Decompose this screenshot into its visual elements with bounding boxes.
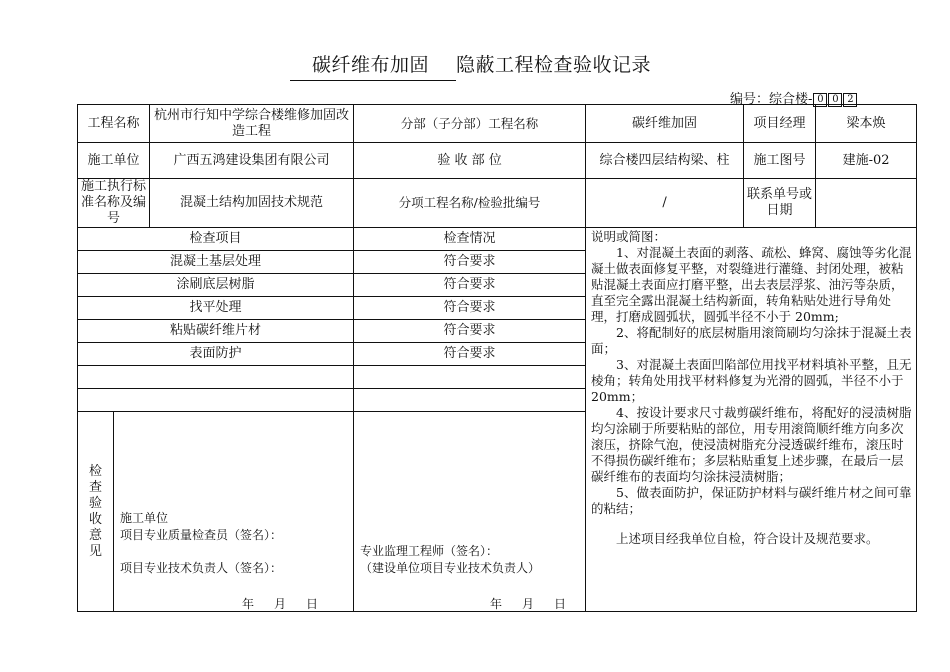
inspection-item-name: 找平处理 [78, 297, 354, 320]
contact-value [816, 179, 917, 228]
document-number-digit: 2 [843, 93, 857, 107]
inspection-item-status [354, 389, 586, 412]
opinion-label-char: 查 [88, 479, 102, 495]
inspection-item-status: 符合要求 [354, 274, 586, 297]
opinion-label-char: 收 [88, 511, 102, 527]
owner-rep-signature-label: （建设单位项目专业技术负责人） [360, 561, 541, 575]
notes-paragraph: 2、将配制好的底层树脂用滚筒刷均匀涂抹于混凝土表面； [591, 325, 912, 356]
title-underline [290, 80, 456, 81]
acceptance-location-label: 验 收 部 位 [354, 143, 586, 179]
signature-date-right [490, 596, 586, 612]
notes-paragraph: 3、对混凝土表面凹陷部位用找平材料填补平整，且无棱角；转角处用找平材料修复为光滑的圆弧，半径不小于 20mm； [591, 357, 912, 404]
inspection-item-name [78, 389, 354, 412]
notes-heading: 说明或简图： [591, 229, 667, 244]
project-name-value: 杭州市行知中学综合楼维修加固改造工程 [150, 105, 354, 143]
date-year: 年 [242, 597, 255, 611]
project-manager-label: 项目经理 [744, 105, 816, 143]
inspection-record-table [77, 104, 917, 612]
project-manager-value: 梁本焕 [816, 105, 917, 143]
drawing-number-value: 建施-02 [816, 143, 917, 179]
date-month: 月 [522, 597, 535, 611]
inspection-item-name: 混凝土基层处理 [78, 251, 354, 274]
title-part2: 隐蔽工程检查验收记录 [456, 54, 652, 76]
page-title [290, 50, 670, 80]
date-month: 月 [274, 597, 287, 611]
standard-value: 混凝土结构加固技术规范 [150, 179, 354, 228]
quality-inspector-signature-label: 项目专业质量检查员（签名）： [120, 528, 283, 542]
inspection-item-status: 符合要求 [354, 343, 586, 366]
signature-unit-label: 施工单位 [120, 511, 169, 525]
document-number-digit: 0 [828, 93, 842, 107]
drawing-number-label: 施工图号 [744, 143, 816, 179]
batch-label: 分项工程名称/检验批编号 [354, 179, 586, 228]
inspection-item-header: 检查项目 [78, 228, 354, 251]
construction-unit-label: 施工单位 [78, 143, 150, 179]
batch-value: / [586, 179, 744, 228]
date-day: 日 [554, 597, 567, 611]
opinion-label-char: 检 [88, 463, 102, 479]
inspection-item-name: 表面防护 [78, 343, 354, 366]
acceptance-location-value: 综合楼四层结构梁、柱 [586, 143, 744, 179]
inspection-opinion-label [78, 412, 114, 612]
inspection-item-name [78, 366, 354, 389]
supervisor-signature-label: 专业监理工程师（签名）： [360, 544, 499, 558]
inspection-item-status [354, 366, 586, 389]
standard-label: 施工执行标准名称及编号 [78, 179, 150, 228]
notes-conclusion: 上述项目经我单位自检，符合设计及规范要求。 [616, 531, 879, 546]
document-number-digit: 0 [813, 93, 827, 107]
inspection-item-status: 符合要求 [354, 297, 586, 320]
inspection-item-status: 符合要求 [354, 251, 586, 274]
inspection-item-name: 粘贴碳纤维片材 [78, 320, 354, 343]
technical-lead-signature-label: 项目专业技术负责人（签名）： [120, 561, 283, 575]
notes-cell [586, 228, 917, 612]
signature-date-left [242, 596, 338, 612]
construction-unit-value: 广西五鸿建设集团有限公司 [150, 143, 354, 179]
opinion-label-char: 验 [88, 495, 102, 511]
notes-paragraph: 1、对混凝土表面的剥落、疏松、蜂窝、腐蚀等劣化混凝土做表面修复平整，对裂缝进行灌缝、封闭处理，被粘贴混凝土表面应打磨平整，出去表层浮浆、油污等杂质，直至完全露出混凝土结构新面，转角粘贴处进行导角处理，打磨成圆弧状，圆弧半径不小于 20mm; [591, 245, 912, 324]
date-day: 日 [306, 597, 319, 611]
supervisor-signature [354, 412, 586, 612]
construction-unit-signature [114, 412, 354, 612]
subproject-value: 碳纤维加固 [586, 105, 744, 143]
inspection-item-status: 符合要求 [354, 320, 586, 343]
date-year: 年 [490, 597, 503, 611]
subproject-label: 分部（子分部）工程名称 [354, 105, 586, 143]
opinion-label-char: 意 [88, 527, 102, 543]
project-name-label: 工程名称 [78, 105, 150, 143]
notes-paragraph: 4、按设计要求尺寸裁剪碳纤维布，将配好的浸渍树脂均匀涂刷于所要粘贴的部位，用专用滚筒顺纤维方向多次滚压，挤除气泡，使浸渍树脂充分浸透碳纤维布，滚压时不得损伤碳纤维布；多层粘贴重复上述步骤，在最后一层碳纤维布的表面均匀涂抹浸渍树脂； [591, 405, 912, 484]
contact-label: 联系单号或日期 [744, 179, 816, 228]
document-number-label: 编号：综合楼- [730, 92, 813, 107]
inspection-item-name: 涂刷底层树脂 [78, 274, 354, 297]
inspection-status-header: 检查情况 [354, 228, 586, 251]
title-part1: 碳纤维布加固 [312, 54, 430, 76]
opinion-label-char: 见 [88, 543, 102, 559]
notes-paragraph: 5、做表面防护，保证防护材料与碳纤维片材之间可靠的粘结； [591, 485, 912, 516]
